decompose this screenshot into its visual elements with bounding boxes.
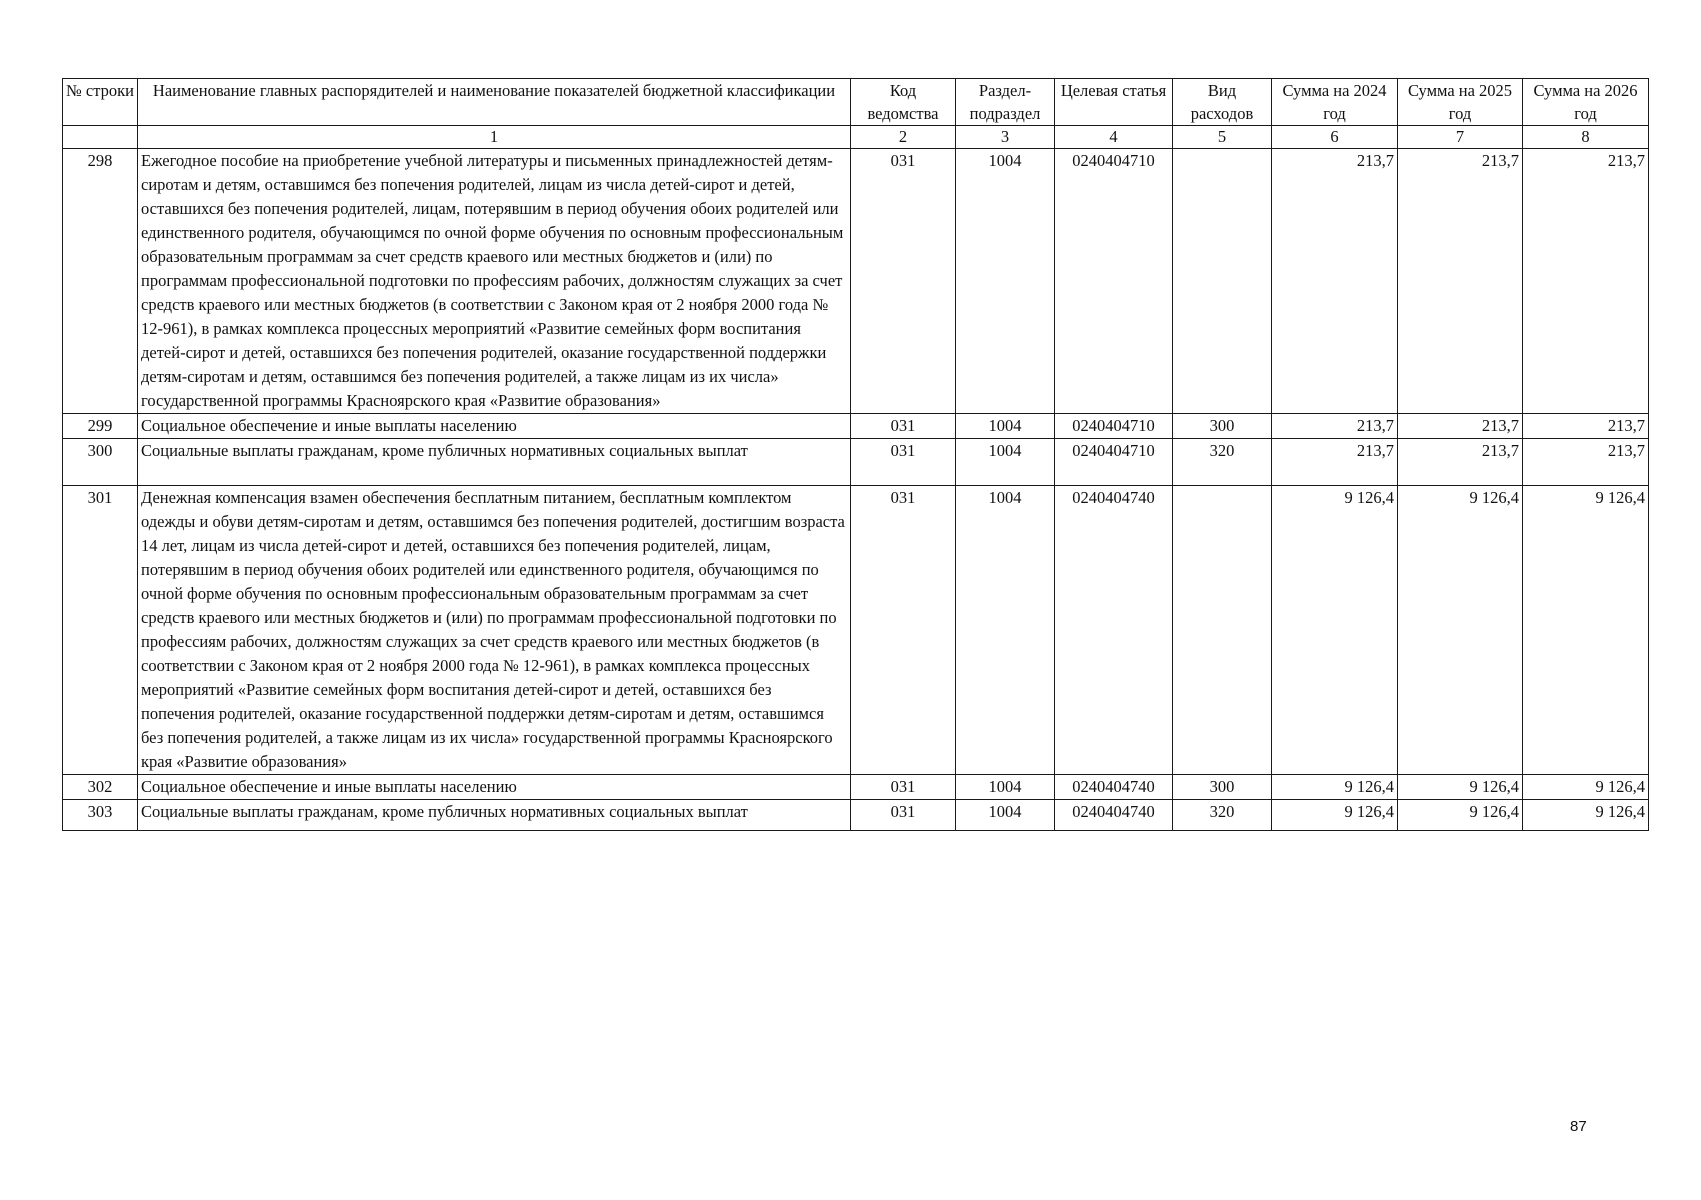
- row-name: Социальные выплаты гражданам, кроме публичных нормативных социальных выплат: [138, 800, 851, 831]
- header-sum-2026: Сумма на 2026 год: [1523, 79, 1649, 126]
- sum-2026: 9 126,4: [1523, 800, 1649, 831]
- sum-2025: 213,7: [1398, 439, 1523, 486]
- dept-code: 031: [851, 775, 956, 800]
- header-name: Наименование главных распорядителей и наименование показателей бюджетной классификации: [138, 79, 851, 126]
- header-target: Целевая статья: [1055, 79, 1173, 126]
- section-code: 1004: [956, 439, 1055, 486]
- row-name: Социальное обеспечение и иные выплаты населению: [138, 414, 851, 439]
- dept-code: 031: [851, 149, 956, 414]
- target-code: 0240404740: [1055, 486, 1173, 775]
- header-row-no: № строки: [63, 79, 138, 126]
- header-row: [63, 79, 1649, 126]
- table-row: [63, 800, 1649, 831]
- sum-2026: 9 126,4: [1523, 486, 1649, 775]
- sum-2025: 213,7: [1398, 149, 1523, 414]
- column-number: 8: [1523, 126, 1649, 149]
- table-row: [63, 439, 1649, 486]
- row-number: 298: [63, 149, 138, 414]
- header-sum-2024: Сумма на 2024 год: [1272, 79, 1398, 126]
- sum-2025: 213,7: [1398, 414, 1523, 439]
- row-number: 302: [63, 775, 138, 800]
- column-number-row: [63, 126, 1649, 149]
- sum-2025: 9 126,4: [1398, 486, 1523, 775]
- row-number: 300: [63, 439, 138, 486]
- sum-2025: 9 126,4: [1398, 775, 1523, 800]
- column-number: 5: [1173, 126, 1272, 149]
- column-number: 6: [1272, 126, 1398, 149]
- column-number: 4: [1055, 126, 1173, 149]
- column-number: 1: [138, 126, 851, 149]
- page-number: 87: [1570, 1118, 1587, 1135]
- expense-type: [1173, 486, 1272, 775]
- column-number: [63, 126, 138, 149]
- row-name: Социальные выплаты гражданам, кроме публичных нормативных социальных выплат: [138, 439, 851, 486]
- column-number: 7: [1398, 126, 1523, 149]
- table-row: [63, 775, 1649, 800]
- expense-type: 320: [1173, 800, 1272, 831]
- header-expense-type: Вид расходов: [1173, 79, 1272, 126]
- target-code: 0240404710: [1055, 149, 1173, 414]
- sum-2024: 213,7: [1272, 414, 1398, 439]
- sum-2024: 213,7: [1272, 149, 1398, 414]
- sum-2026: 213,7: [1523, 414, 1649, 439]
- sum-2024: 9 126,4: [1272, 775, 1398, 800]
- section-code: 1004: [956, 800, 1055, 831]
- header-dept-code: Код ведомства: [851, 79, 956, 126]
- row-number: 301: [63, 486, 138, 775]
- section-code: 1004: [956, 414, 1055, 439]
- row-number: 299: [63, 414, 138, 439]
- section-code: 1004: [956, 486, 1055, 775]
- header-section: Раздел-подраздел: [956, 79, 1055, 126]
- section-code: 1004: [956, 149, 1055, 414]
- target-code: 0240404740: [1055, 775, 1173, 800]
- expense-type: 320: [1173, 439, 1272, 486]
- sum-2024: 9 126,4: [1272, 486, 1398, 775]
- header-sum-2025: Сумма на 2025 год: [1398, 79, 1523, 126]
- dept-code: 031: [851, 800, 956, 831]
- sum-2024: 213,7: [1272, 439, 1398, 486]
- expense-type: 300: [1173, 414, 1272, 439]
- expense-type: [1173, 149, 1272, 414]
- row-name: Денежная компенсация взамен обеспечения бесплатным питанием, бесплатным комплектом одежды и обуви детям-сиротам и детям, оставшимся без попечения родителей, достигшим возраста 14 лет, лицам из числа детей-сирот и детей, оставшихся без попечения родителей, лицам, потерявшим в период обучения обоих родителей или единственного родителя, обучающимся по очной форме обучения по основным профессиональным образовательным программам за счет средств краевого или местных бюджетов и (или) по программам профессиональной подготовки по профессиям рабочих, должностям служащих за счет средств краевого или местных бюджетов (в соответствии с Законом края от 2 ноября 2000 года № 12-961), в рамках комплекса процессных мероприятий «Развитие семейных форм воспитания детей-сирот и детей, оставшихся без попечения родителей, оказание государственной поддержки детям-сиротам и детям, оставшимся без попечения родителей, а также лицам из их числа» государственной программы Красноярского края «Развитие образования»: [138, 486, 851, 775]
- row-name: Социальное обеспечение и иные выплаты населению: [138, 775, 851, 800]
- budget-table: [62, 78, 1649, 831]
- row-number: 303: [63, 800, 138, 831]
- target-code: 0240404740: [1055, 800, 1173, 831]
- column-number: 2: [851, 126, 956, 149]
- dept-code: 031: [851, 414, 956, 439]
- sum-2026: 213,7: [1523, 149, 1649, 414]
- sum-2026: 213,7: [1523, 439, 1649, 486]
- sum-2024: 9 126,4: [1272, 800, 1398, 831]
- table-row: [63, 486, 1649, 775]
- dept-code: 031: [851, 486, 956, 775]
- target-code: 0240404710: [1055, 439, 1173, 486]
- dept-code: 031: [851, 439, 956, 486]
- section-code: 1004: [956, 775, 1055, 800]
- sum-2025: 9 126,4: [1398, 800, 1523, 831]
- table-row: [63, 414, 1649, 439]
- expense-type: 300: [1173, 775, 1272, 800]
- row-name: Ежегодное пособие на приобретение учебной литературы и письменных принадлежностей детям-сиротам и детям, оставшимся без попечения родителей, лицам из числа детей-сирот и детей, оставшихся без попечения родителей, лицам, потерявшим в период обучения обоих родителей или единственного родителя, обучающимся по очной форме обучения по основным профессиональным образовательным программам за счет средств краевого или местных бюджетов и (или) по программам профессиональной подготовки по профессиям рабочих, должностям служащих за счет средств краевого или местных бюджетов (в соответствии с Законом края от 2 ноября 2000 года № 12-961), в рамках комплекса процессных мероприятий «Развитие семейных форм воспитания детей-сирот и детей, оставшихся без попечения родителей, оказание государственной поддержки детям-сиротам и детям, оставшимся без попечения родителей, а также лицам из их числа» государственной программы Красноярского края «Развитие образования»: [138, 149, 851, 414]
- table-row: [63, 149, 1649, 414]
- sum-2026: 9 126,4: [1523, 775, 1649, 800]
- target-code: 0240404710: [1055, 414, 1173, 439]
- column-number: 3: [956, 126, 1055, 149]
